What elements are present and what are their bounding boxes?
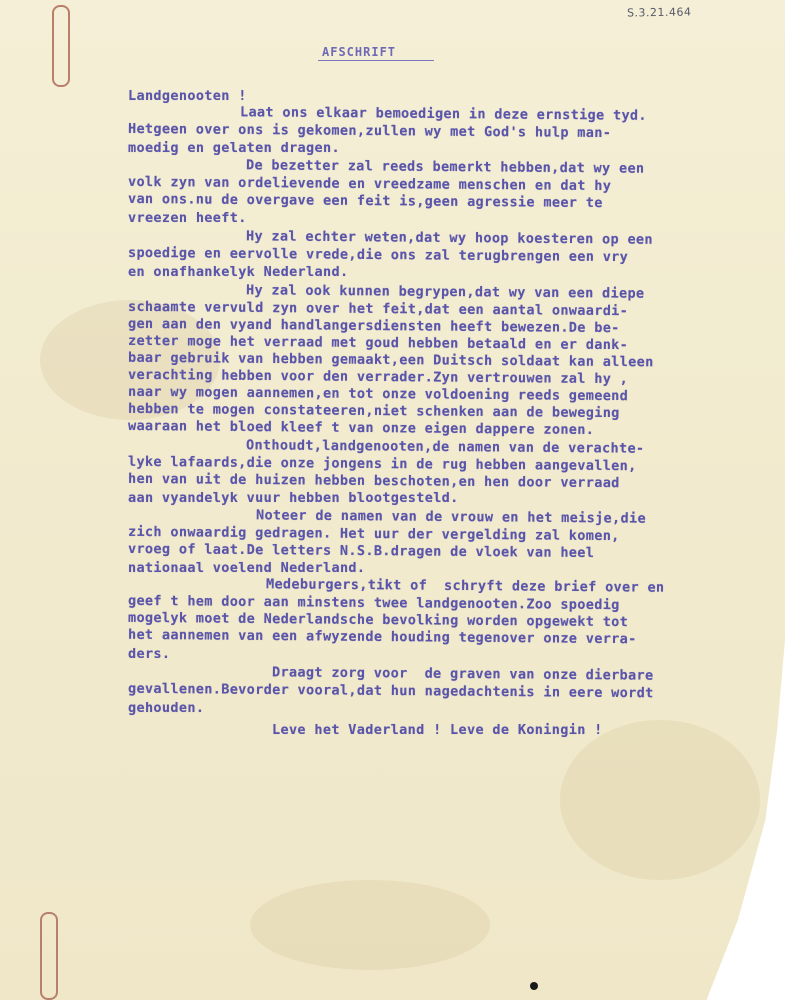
text-line: baar gebruik van hebben gemaakt,een Duitsch soldaat kan alleen xyxy=(127,349,654,371)
text-line: zetter moge het verraad met goud hebben betaald en er dank- xyxy=(127,332,629,354)
text-line: Hy zal echter weten,dat wy hoop koesteren op een xyxy=(245,228,653,248)
paper-stain xyxy=(560,720,760,880)
text-line: van ons.nu de overgave een feit is,geen agressie meer te xyxy=(127,190,603,212)
text-line: ders. xyxy=(128,646,171,662)
text-line: verachting hebben voor den verrader.Zyn vertrouwen zal hy , xyxy=(127,366,629,388)
text-line: lyke lafaards,die onze jongens in de rug hebben aangevallen, xyxy=(127,453,637,475)
text-line: geef t hem door aan minstens twee landgenooten.Zoo spoedig xyxy=(127,592,620,614)
text-line: volk zyn van ordelievende en vreedzame menschen en dat hy xyxy=(127,173,612,195)
text-line: Onthoudt,landgenooten,de namen van de verachte- xyxy=(245,437,645,457)
text-line: moedig en gelaten dragen. xyxy=(128,140,340,156)
document-title: AFSCHRIFT xyxy=(322,45,397,59)
text-line: Draagt zorg voor de graven van onze dierbare xyxy=(271,664,654,684)
text-line: schaamte vervuld zyn over het feit,dat een aantal onwaardi- xyxy=(127,298,629,320)
text-line: spoedige en eervolle vrede,die ons zal terugbrengen een vry xyxy=(127,244,629,266)
text-line: gevallenen.Bevorder vooral,dat hun nagedachtenis in eere wordt xyxy=(127,680,654,702)
text-line: en onafhankelyk Nederland. xyxy=(128,264,349,280)
text-line: aan vyandelyk vuur hebben blootgesteld. xyxy=(128,490,459,506)
text-line: waaraan het bloed kleef t van onze eigen dappere zonen. xyxy=(127,417,595,439)
paperclip-mark-top xyxy=(52,5,70,87)
title-underline xyxy=(318,60,434,61)
archive-number: S.3.21.464 xyxy=(626,5,692,20)
text-line: Hy zal ook kunnen begrypen,dat wy van een diepe xyxy=(245,282,645,302)
text-line: Medeburgers,tikt of schryft deze brief over en xyxy=(265,576,665,596)
text-line: gen aan den vyand handlangersdiensten heeft bewezen.De be- xyxy=(127,315,620,337)
text-line: nationaal voelend Nederland. xyxy=(128,560,366,576)
text-line: hen van uit de huizen hebben beschoten,en hen door verraad xyxy=(127,470,620,492)
text-line: zich onwaardig gedragen. Het uur der vergelding zal komen, xyxy=(127,523,620,545)
punch-hole xyxy=(530,982,538,990)
text-line: het aannemen van een afwyzende houding tegenover onze verra- xyxy=(127,626,637,648)
text-line: Noteer de namen van de vrouw en het meisje,die xyxy=(255,507,647,527)
closing-line: Leve het Vaderland ! Leve de Koningin ! xyxy=(272,722,603,738)
text-line: Laat ons elkaar bemoedigen in deze ernstige tyd. xyxy=(239,104,647,124)
paperclip-mark-bottom xyxy=(40,912,58,1000)
text-line: naar wy mogen aannemen,en tot onze voldoening reeds gemeend xyxy=(127,383,629,405)
text-line: De bezetter zal reeds bemerkt hebben,dat wy een xyxy=(245,157,645,177)
text-line: Hetgeen over ons is gekomen,zullen wy met God's hulp man- xyxy=(127,120,612,142)
text-line: vroeg of laat.De letters N.S.B.dragen de vloek van heel xyxy=(127,540,595,562)
text-line: mogelyk moet de Nederlandsche bevolking worden opgewekt tot xyxy=(127,609,629,631)
paper-stain xyxy=(250,880,490,970)
text-line: hebben te mogen constateeren,niet schenken aan de beweging xyxy=(127,400,620,422)
text-line: vreezen heeft. xyxy=(128,210,247,226)
text-line: gehouden. xyxy=(128,700,205,716)
salutation: Landgenooten ! xyxy=(128,88,247,104)
